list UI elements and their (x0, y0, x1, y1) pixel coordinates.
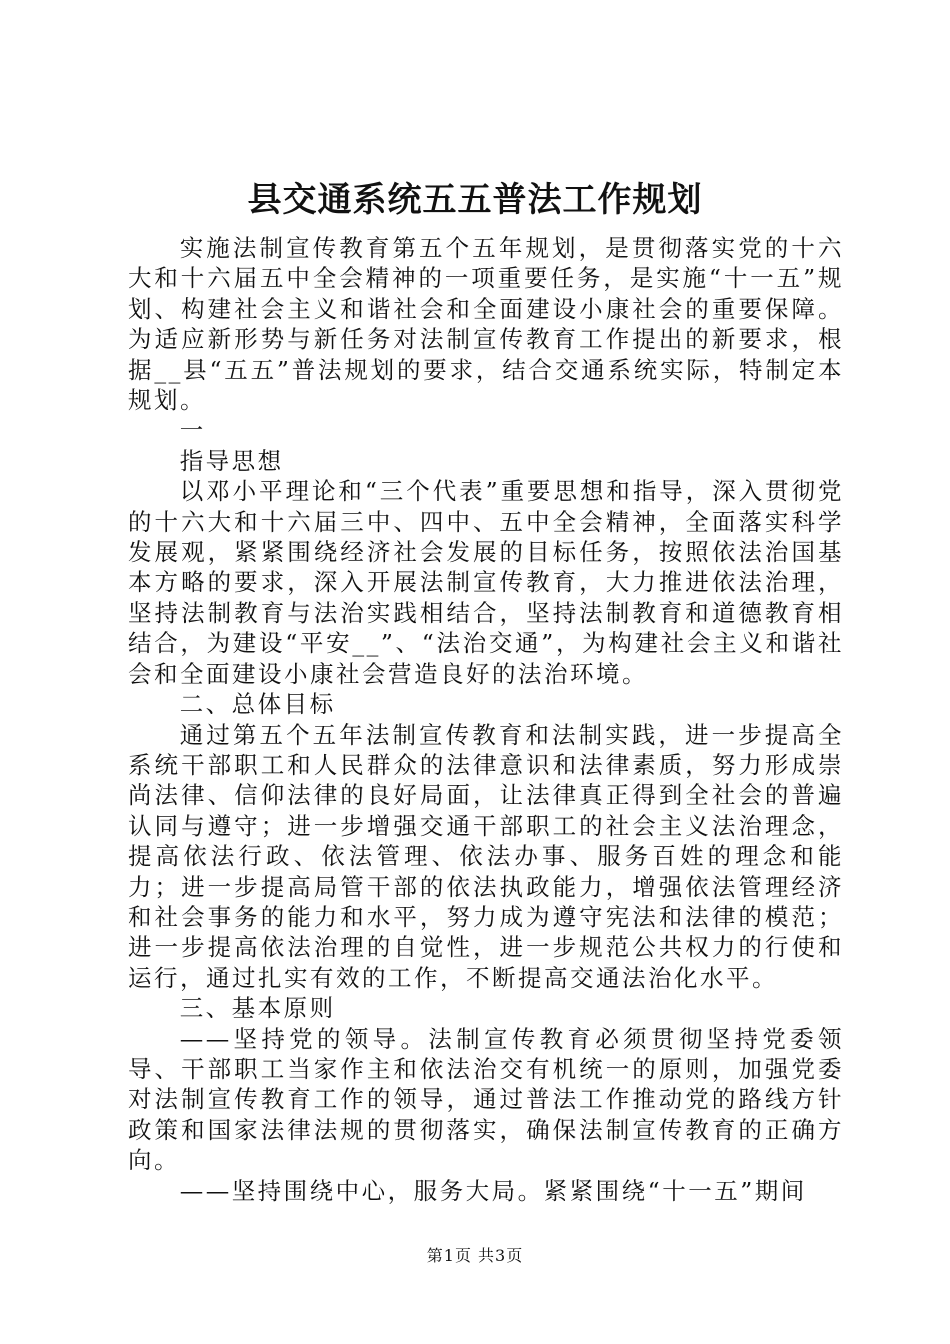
guiding-thought-paragraph: 以邓小平理论和“三个代表”重要思想和指导，深入贯彻党的十六大和十六届三中、四中、五中全会精神，全面落实科学发展观，紧紧围绕经济社会发展的目标任务，按照依法治国基本方略的要求，深入开展法制宣传教育，大力推进依法治理，坚持法制教育与法治实践相结合，坚持法制教育和道德教育相结合，为建设“平安__”、“法治交通”，为构建社会主义和谐社会和全面建设小康社会营造良好的法治环境。 (128, 477, 844, 688)
section-heading-overall-goal: 二、总体目标 (179, 690, 336, 719)
principle-serve-center-paragraph: ——坚持围绕中心，服务大局。紧紧围绕“十一五”期间 (179, 1176, 807, 1205)
section-heading-guiding-thought: 指导思想 (179, 446, 284, 475)
principle-party-leadership-paragraph: ——坚持党的领导。法制宣传教育必须贯彻坚持党委领导、干部职工当家作主和依法治交有机统一的原则，加强党委对法制宣传教育工作的领导，通过普法工作推动党的路线方针政策和国家法律法规的贯彻落实，确保法制宣传教育的正确方向。 (128, 1024, 844, 1175)
document-title: 县交通系统五五普法工作规划 (247, 180, 703, 220)
overall-goal-paragraph: 通过第五个五年法制宣传教育和法制实践，进一步提高全系统干部职工和人民群众的法律意识和法律素质，努力形成崇尚法律、信仰法律的良好局面，让法律真正得到全社会的普遍认同与遵守；进一步增强交通干部职工的社会主义法治理念，提高依法行政、依法管理、依法办事、服务百姓的理念和能力；进一步提高局管干部的依法执政能力，增强依法管理经济和社会事务的能力和水平，努力成为遵守宪法和法律的模范；进一步提高依法治理的自觉性，进一步规范公共权力的行使和运行，通过扎实有效的工作，不断提高交通法治化水平。 (128, 720, 844, 992)
section-number-one: 一 (179, 416, 206, 445)
page-footer: 第1页 共3页 (426, 1246, 524, 1265)
section-heading-basic-principles: 三、基本原则 (179, 994, 336, 1023)
document-body (128, 233, 844, 1206)
intro-paragraph: 实施法制宣传教育第五个五年规划，是贯彻落实党的十六大和十六届五中全会精神的一项重要任务，是实施“十一五”规划、构建社会主义和谐社会和全面建设小康社会的重要保障。为适应新形势与新任务对法制宣传教育工作提出的新要求，根据__县“五五”普法规划的要求，结合交通系统实际，特制定本规划。 (128, 234, 844, 415)
